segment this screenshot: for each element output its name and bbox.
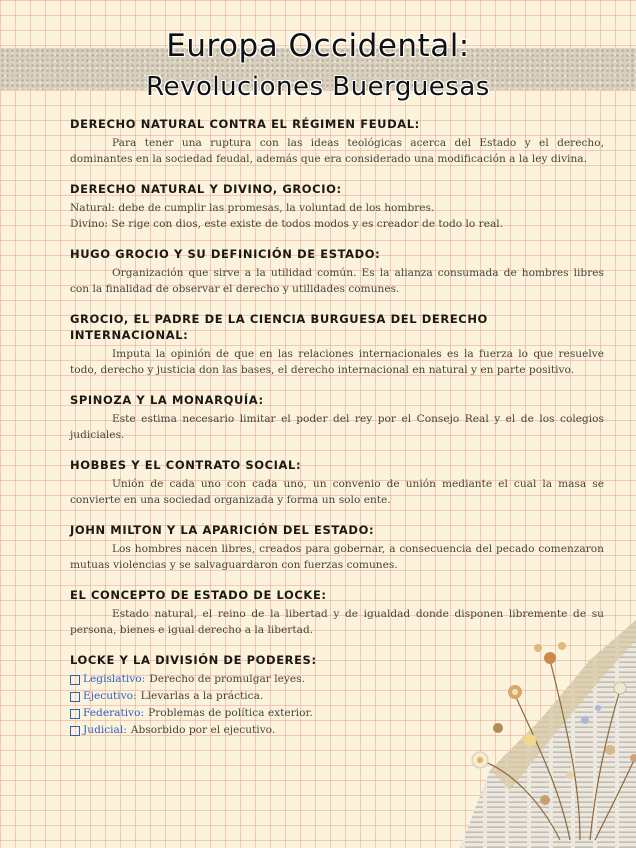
section-heading: DERECHO NATURAL CONTRA EL RÉGIMEN FEUDAL:: [70, 117, 420, 131]
section-heading: EL CONCEPTO DE ESTADO DE LOCKE:: [70, 588, 327, 602]
branch-name: Federativo:: [83, 707, 145, 719]
branch-name: Ejecutivo:: [83, 690, 137, 702]
branch-desc: Derecho de promulgar leyes.: [149, 673, 305, 685]
section-line-natural: Natural: debe de cumplir las promesas, la voluntad de los hombres.: [70, 202, 435, 214]
section-milton: [70, 522, 604, 573]
section-heading: HOBBES Y EL CONTRATO SOCIAL:: [70, 458, 302, 472]
branch-desc: Absorbido por el ejecutivo.: [130, 724, 276, 736]
branch-desc: Llevarlas a la práctica.: [140, 690, 264, 702]
branch-desc: Problemas de política exterior.: [148, 707, 313, 719]
section-text: Imputa la opinión de que en las relaciones internacionales es la fuerza lo que resuelve todo, derecho y justicia don las bases, el derecho internacional en natural y en parte positivo.: [70, 348, 604, 376]
section-heading: LOCKE Y LA DIVISIÓN DE PODERES:: [70, 653, 317, 667]
section-hobbes: [70, 457, 604, 508]
section-text: Los hombres nacen libres, creados para gobernar, a consecuencia del pecado comenzaron mutuas violencias y se salvaguardaron con fuerzas comunes.: [70, 543, 604, 571]
section-text: Este estima necesario limitar el poder del rey por el Consejo Real y el de los colegios judiciales.: [70, 413, 604, 441]
section-spinoza: [70, 392, 604, 443]
section-grocio-estado: [70, 246, 604, 297]
section-heading: GROCIO, EL PADRE DE LA CIENCIA BURGUESA DEL DERECHO INTERNACIONAL:: [70, 312, 488, 342]
section-line-divino: Divino: Se rige con dios, este existe de todos modos y es creador de todo lo real.: [70, 218, 504, 230]
section-text: Para tener una ruptura con las ideas teológicas acerca del Estado y el derecho, dominantes en la sociedad feudal, además que era considerado una modificación a la ley divina.: [70, 137, 604, 165]
section-derecho-natural-feudal: [70, 116, 604, 167]
section-text: Estado natural, el reino de la libertad y de igualdad donde disponen libremente de su persona, bienes e igual derecho a la libertad.: [70, 608, 604, 636]
section-heading: SPINOZA Y LA MONARQUÍA:: [70, 393, 264, 407]
section-text: Organización que sirve a la utilidad común. Es la alianza consumada de hombres libres con la finalidad de observar el derecho y utilidades comunes.: [70, 267, 604, 295]
checkbox-icon: [70, 675, 80, 685]
section-grocio-internacional: [70, 311, 604, 378]
section-derecho-natural-divino: [70, 181, 604, 232]
branch-name: Judicial:: [83, 724, 127, 736]
branch-name: Legislativo:: [83, 673, 146, 685]
section-heading: HUGO GROCIO Y SU DEFINICIÓN DE ESTADO:: [70, 247, 381, 261]
section-heading: JOHN MILTON Y LA APARICIÓN DEL ESTADO:: [70, 523, 375, 537]
section-text: Unión de cada uno con cada uno, un convenio de unión mediante el cual la masa se convierte en una sociedad organizada y forma un solo ente.: [70, 478, 604, 506]
checkbox-icon: [70, 692, 80, 702]
section-heading: DERECHO NATURAL Y DIVINO, GROCIO:: [70, 182, 342, 196]
checkbox-icon: [70, 709, 80, 719]
dried-flowers-decoration: [420, 600, 636, 848]
checkbox-icon: [70, 726, 80, 736]
page-subtitle: Revoluciones Buerguesas: [146, 72, 490, 102]
page-title: Europa Occidental:: [166, 28, 470, 64]
